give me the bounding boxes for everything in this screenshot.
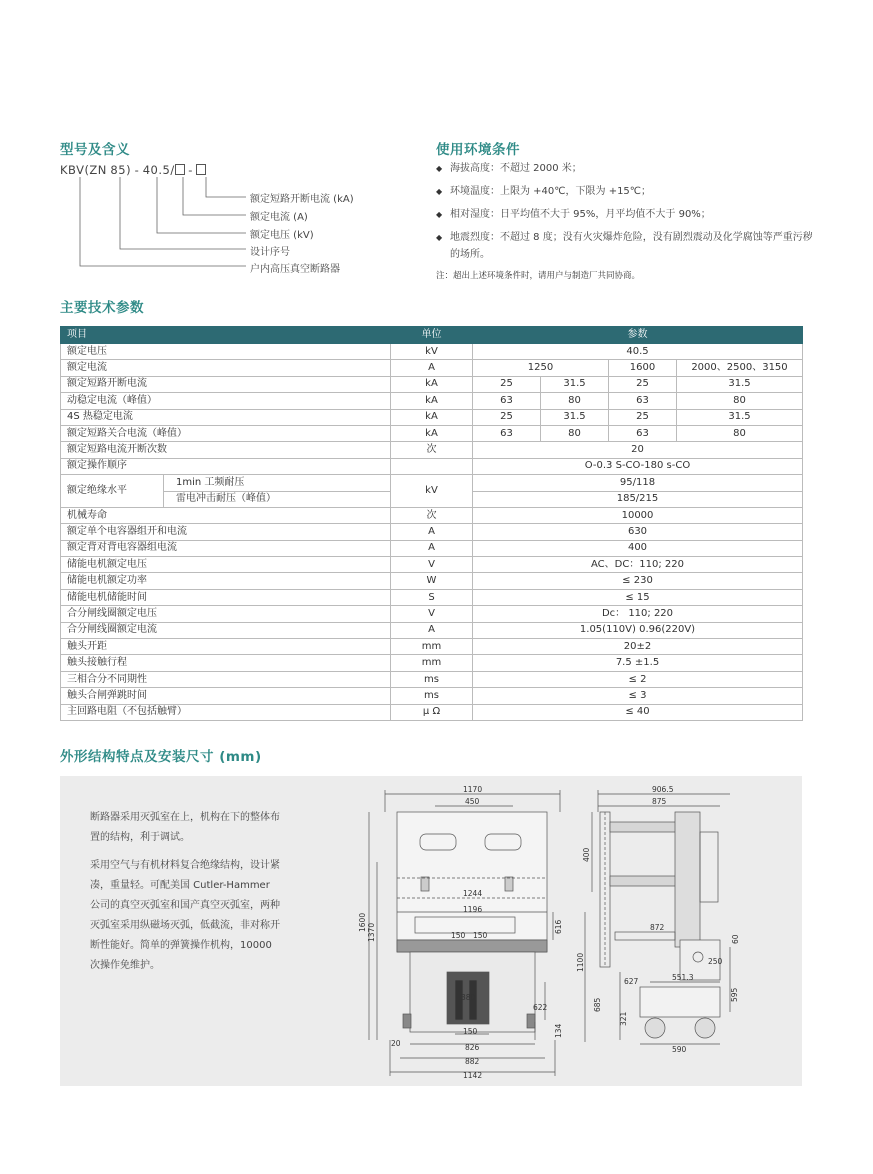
model-label-indoor-breaker: 户内高压真空断路器 bbox=[250, 264, 340, 275]
row-label: 合分闸线圈额定电流 bbox=[61, 622, 391, 638]
model-section-title: 型号及含义 bbox=[60, 142, 130, 158]
dim-595: 595 bbox=[730, 987, 739, 1002]
table-row bbox=[61, 409, 803, 425]
table-row bbox=[61, 393, 803, 409]
dim-60: 60 bbox=[731, 934, 740, 944]
row-value: 80 bbox=[677, 393, 803, 409]
row-sublabel: 1min 工频耐压 bbox=[164, 475, 391, 491]
dim-400: 400 bbox=[582, 847, 591, 862]
dim-616: 616 bbox=[554, 919, 563, 934]
row-label: 额定短路开断电流 bbox=[61, 376, 391, 392]
dim-134: 134 bbox=[554, 1023, 563, 1038]
table-row bbox=[61, 540, 803, 556]
dim-450: 450 bbox=[465, 797, 480, 806]
row-label: 额定电流 bbox=[61, 360, 391, 376]
dim-1600: 1600 bbox=[358, 912, 367, 932]
dim-250: 250 bbox=[708, 957, 723, 966]
model-label-design-no: 设计序号 bbox=[250, 247, 290, 258]
row-label: 4S 热稳定电流 bbox=[61, 409, 391, 425]
row-unit: kV bbox=[391, 475, 473, 508]
model-code-dash2: - bbox=[188, 163, 193, 177]
env-item-seismic: ◆ 地震烈度：不超过 8 度；没有火灾爆炸危险，没有剧烈震动及化学腐蚀等严重污秽的场所。 bbox=[436, 229, 816, 263]
row-label: 触头开距 bbox=[61, 639, 391, 655]
row-unit: kA bbox=[391, 393, 473, 409]
dim-1100: 1100 bbox=[576, 952, 585, 972]
row-value: 63 bbox=[609, 425, 677, 441]
row-value: 25 bbox=[609, 409, 677, 425]
env-section-title: 使用环境条件 bbox=[436, 142, 520, 158]
structure-paragraph: 断路器采用灭弧室在上，机构在下的整体布置的结构，利于调试。 bbox=[90, 812, 280, 843]
breaking-current-box bbox=[196, 164, 206, 175]
table-row bbox=[61, 589, 803, 605]
row-label: 主回路电阻（不包括触臂） bbox=[61, 704, 391, 720]
model-code-paren: ) bbox=[126, 163, 132, 177]
model-label-breaking-current: 额定短路开断电流 (kA) bbox=[250, 194, 354, 205]
row-value: 25 bbox=[473, 376, 541, 392]
row-label: 储能电机储能时间 bbox=[61, 589, 391, 605]
dim-826: 826 bbox=[465, 1043, 480, 1052]
row-value: 10000 bbox=[473, 507, 803, 523]
env-item-altitude: ◆ 海拔高度：不超过 2000 米； bbox=[436, 160, 816, 177]
dim-150-b: 150 bbox=[473, 931, 488, 940]
row-label: 额定操作顺序 bbox=[61, 458, 391, 474]
model-code-dash: - bbox=[134, 163, 140, 177]
row-value: 80 bbox=[541, 393, 609, 409]
table-row bbox=[61, 639, 803, 655]
model-label-rated-voltage: 额定电压 (kV) bbox=[250, 230, 314, 241]
row-value: 63 bbox=[473, 393, 541, 409]
env-note: 注：超出上述环境条件时，请用户与制造厂共同协商。 bbox=[436, 271, 641, 281]
model-code-prefix: KBV(ZN bbox=[60, 163, 107, 177]
row-unit: S bbox=[391, 589, 473, 605]
row-value: ≤ 230 bbox=[473, 573, 803, 589]
row-value: 20±2 bbox=[473, 639, 803, 655]
table-header-row bbox=[61, 327, 803, 344]
spec-section-title: 主要技术参数 bbox=[60, 300, 144, 316]
header-item: 项目 bbox=[61, 327, 391, 344]
row-value: AC、DC：110; 220 bbox=[473, 557, 803, 573]
row-unit: A bbox=[391, 524, 473, 540]
row-label: 额定短路关合电流（峰值） bbox=[61, 425, 391, 441]
row-value: ≤ 40 bbox=[473, 704, 803, 720]
table-row bbox=[61, 557, 803, 573]
dim-875: 875 bbox=[652, 797, 667, 806]
table-row bbox=[61, 507, 803, 523]
dim-150-c: 150 bbox=[463, 1027, 478, 1036]
table-row bbox=[61, 360, 803, 376]
row-value: ≤ 3 bbox=[473, 688, 803, 704]
structure-paragraph: 采用空气与有机材料复合绝缘结构，设计紧凑，重量轻。可配美国 Cutler-Hammer 公司的真空灭弧室和国产真空灭弧室，两种灭弧室采用纵磁场灭弧，低截流，非对称开断性能好。简单的弹簧操作机构，10000 次操作免维护。 bbox=[90, 860, 280, 971]
row-unit: W bbox=[391, 573, 473, 589]
dim-590: 590 bbox=[672, 1045, 687, 1054]
front-view-drawing bbox=[355, 782, 565, 1080]
row-value: 31.5 bbox=[541, 376, 609, 392]
row-value: 7.5 ±1.5 bbox=[473, 655, 803, 671]
row-unit: kA bbox=[391, 409, 473, 425]
row-unit: A bbox=[391, 540, 473, 556]
model-code-slash: / bbox=[170, 163, 175, 177]
row-value: 31.5 bbox=[541, 409, 609, 425]
dim-1196: 1196 bbox=[463, 905, 483, 914]
dim-150-a: 150 bbox=[451, 931, 466, 940]
table-row bbox=[61, 524, 803, 540]
table-row bbox=[61, 622, 803, 638]
row-unit: mm bbox=[391, 655, 473, 671]
dim-906: 906.5 bbox=[652, 785, 674, 794]
row-unit: A bbox=[391, 360, 473, 376]
row-unit: mm bbox=[391, 639, 473, 655]
row-value: 25 bbox=[473, 409, 541, 425]
dim-380: 380 bbox=[461, 993, 476, 1002]
row-value: ≤ 2 bbox=[473, 671, 803, 687]
row-unit bbox=[391, 458, 473, 474]
row-value: 95/118 bbox=[473, 475, 803, 491]
spec-table bbox=[60, 326, 803, 721]
row-sublabel: 雷电冲击耐压（峰值） bbox=[164, 491, 391, 507]
env-list bbox=[436, 160, 816, 281]
dim-685: 685 bbox=[593, 997, 602, 1012]
dim-627: 627 bbox=[624, 977, 639, 986]
row-value: 630 bbox=[473, 524, 803, 540]
row-label: 触头合闸弹跳时间 bbox=[61, 688, 391, 704]
env-item-temperature: ◆ 环境温度：上限为 +40℃，下限为 +15℃； bbox=[436, 183, 816, 200]
row-value: 40.5 bbox=[473, 344, 803, 360]
dim-1142: 1142 bbox=[463, 1071, 483, 1080]
row-unit: kA bbox=[391, 425, 473, 441]
row-unit: 次 bbox=[391, 507, 473, 523]
env-item-humidity: ◆ 相对湿度：日平均值不大于 95%，月平均值不大于 90%； bbox=[436, 206, 816, 223]
row-label: 储能电机额定电压 bbox=[61, 557, 391, 573]
table-row bbox=[61, 606, 803, 622]
row-unit: V bbox=[391, 606, 473, 622]
table-row bbox=[61, 442, 803, 458]
row-value: Dc： 110; 220 bbox=[473, 606, 803, 622]
row-value: O-0.3 S-CO-180 s-CO bbox=[473, 458, 803, 474]
table-row bbox=[61, 344, 803, 360]
row-label: 额定背对背电容器组电流 bbox=[61, 540, 391, 556]
row-value: 31.5 bbox=[677, 376, 803, 392]
structure-section-title: 外形结构特点及安装尺寸 (mm) bbox=[60, 749, 262, 765]
table-row bbox=[61, 688, 803, 704]
row-label: 动稳定电流（峰值） bbox=[61, 393, 391, 409]
model-code-voltage: 40.5 bbox=[142, 163, 171, 177]
row-unit: 次 bbox=[391, 442, 473, 458]
dim-1370: 1370 bbox=[367, 922, 376, 942]
header-unit: 单位 bbox=[391, 327, 473, 344]
row-value: 2000、2500、3150 bbox=[677, 360, 803, 376]
row-unit: V bbox=[391, 557, 473, 573]
row-unit: kV bbox=[391, 344, 473, 360]
row-value: 63 bbox=[473, 425, 541, 441]
dim-1244: 1244 bbox=[463, 889, 483, 898]
row-label: 额定短路电流开断次数 bbox=[61, 442, 391, 458]
row-label: 额定电压 bbox=[61, 344, 391, 360]
row-value: 80 bbox=[677, 425, 803, 441]
dim-20: 20 bbox=[391, 1039, 401, 1048]
row-value: 185/215 bbox=[473, 491, 803, 507]
table-row bbox=[61, 704, 803, 720]
dim-622: 622 bbox=[533, 1003, 548, 1012]
model-label-rated-current: 额定电流 (A) bbox=[250, 212, 308, 223]
row-value: 1600 bbox=[609, 360, 677, 376]
row-unit: A bbox=[391, 622, 473, 638]
row-value: 1250 bbox=[473, 360, 609, 376]
dim-882: 882 bbox=[465, 1057, 480, 1066]
row-label: 储能电机额定功率 bbox=[61, 573, 391, 589]
table-row bbox=[61, 425, 803, 441]
model-leader-lines bbox=[60, 175, 260, 275]
dim-321: 321 bbox=[619, 1011, 628, 1026]
table-row bbox=[61, 475, 803, 491]
dim-1170: 1170 bbox=[463, 785, 483, 794]
structure-description bbox=[90, 808, 280, 984]
row-value: 400 bbox=[473, 540, 803, 556]
row-unit: ms bbox=[391, 671, 473, 687]
table-row bbox=[61, 458, 803, 474]
row-label: 三相合分不同期性 bbox=[61, 671, 391, 687]
row-value: 80 bbox=[541, 425, 609, 441]
header-params: 参数 bbox=[473, 327, 803, 344]
table-row bbox=[61, 573, 803, 589]
row-value: 25 bbox=[609, 376, 677, 392]
row-value: 63 bbox=[609, 393, 677, 409]
row-unit: ms bbox=[391, 688, 473, 704]
side-view-drawing bbox=[576, 782, 750, 1054]
row-value: 1.05(110V) 0.96(220V) bbox=[473, 622, 803, 638]
row-value: 31.5 bbox=[677, 409, 803, 425]
row-unit: μ Ω bbox=[391, 704, 473, 720]
row-label: 合分闸线圈额定电压 bbox=[61, 606, 391, 622]
row-unit: kA bbox=[391, 376, 473, 392]
table-row bbox=[61, 376, 803, 392]
row-value: 20 bbox=[473, 442, 803, 458]
row-label: 触头接触行程 bbox=[61, 655, 391, 671]
row-label: 机械寿命 bbox=[61, 507, 391, 523]
row-value: ≤ 15 bbox=[473, 589, 803, 605]
table-row bbox=[61, 671, 803, 687]
current-box bbox=[175, 164, 185, 175]
row-label: 额定绝缘水平 bbox=[61, 475, 164, 508]
row-label: 额定单个电容器组开和电流 bbox=[61, 524, 391, 540]
dim-872: 872 bbox=[650, 923, 665, 932]
model-code-design-no: 85 bbox=[110, 163, 127, 177]
table-row bbox=[61, 655, 803, 671]
dim-5513: 551.3 bbox=[672, 973, 694, 982]
